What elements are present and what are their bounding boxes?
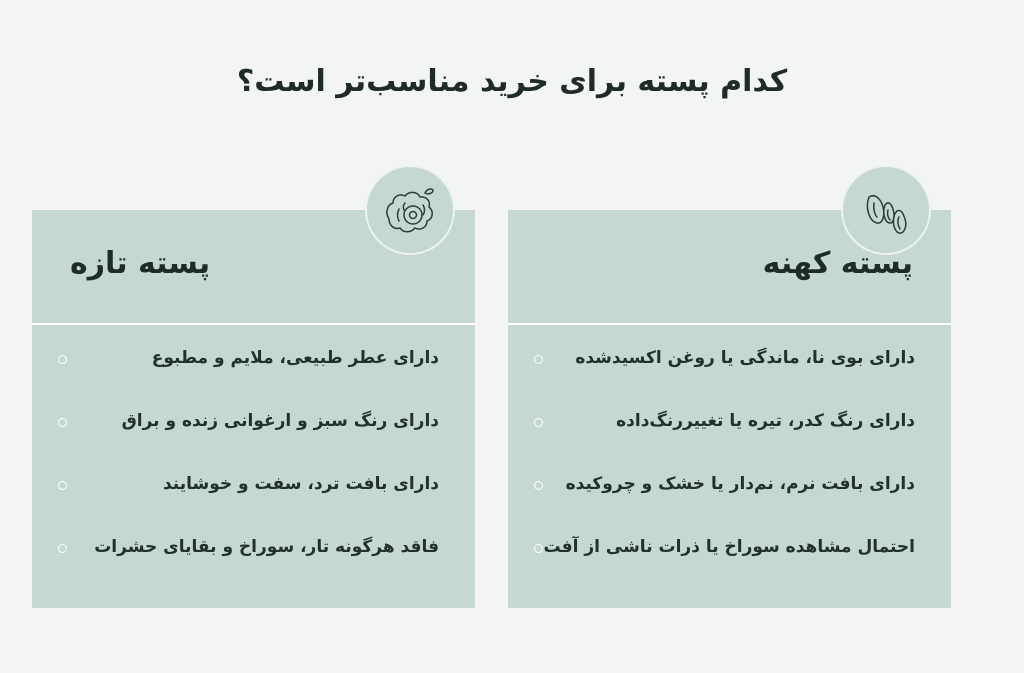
item-text: دارای رنگ سبز و ارغوانی زنده و براق: [121, 411, 439, 431]
item-text: فاقد هرگونه تار، سوراخ و بقایای حشرات: [94, 537, 439, 557]
list-item: [534, 411, 925, 474]
list-item: [534, 474, 925, 537]
list-item: [58, 537, 449, 600]
fresh-pistachio-card: [32, 210, 475, 608]
bullet-icon: [534, 544, 543, 553]
bullet-icon: [58, 355, 67, 364]
item-text: دارای بافت ترد، سفت و خوشایند: [162, 474, 439, 494]
card-header: [508, 210, 951, 325]
list-item: [58, 474, 449, 537]
list-item: [534, 537, 925, 600]
item-text: دارای رنگ کدر، تیره یا تغییررنگ‌داده: [616, 411, 915, 431]
bullet-icon: [58, 418, 67, 427]
old-pistachio-card: [508, 210, 951, 608]
list-item: [58, 411, 449, 474]
feature-list: [58, 348, 449, 600]
page-title: کدام پسته برای خرید مناسب‌تر است؟: [236, 64, 788, 99]
card-title: پسته کهنه: [762, 246, 913, 281]
item-text: احتمال مشاهده سوراخ یا ذرات ناشی از آفت: [543, 537, 915, 557]
bullet-icon: [58, 481, 67, 490]
bullet-icon: [534, 355, 543, 364]
bullet-icon: [534, 418, 543, 427]
list-item: [534, 348, 925, 411]
bullet-icon: [58, 544, 67, 553]
item-text: دارای عطر طبیعی، ملایم و مطبوع: [151, 348, 439, 368]
item-text: دارای بافت نرم، نم‌دار یا خشک و چروکیده: [565, 474, 915, 494]
item-text: دارای بوی نا، ماندگی یا روغن اکسیدشده: [575, 348, 915, 368]
card-title: پسته تازه: [70, 246, 211, 281]
list-item: [58, 348, 449, 411]
bullet-icon: [534, 481, 543, 490]
feature-list: [534, 348, 925, 600]
card-header: [32, 210, 475, 325]
